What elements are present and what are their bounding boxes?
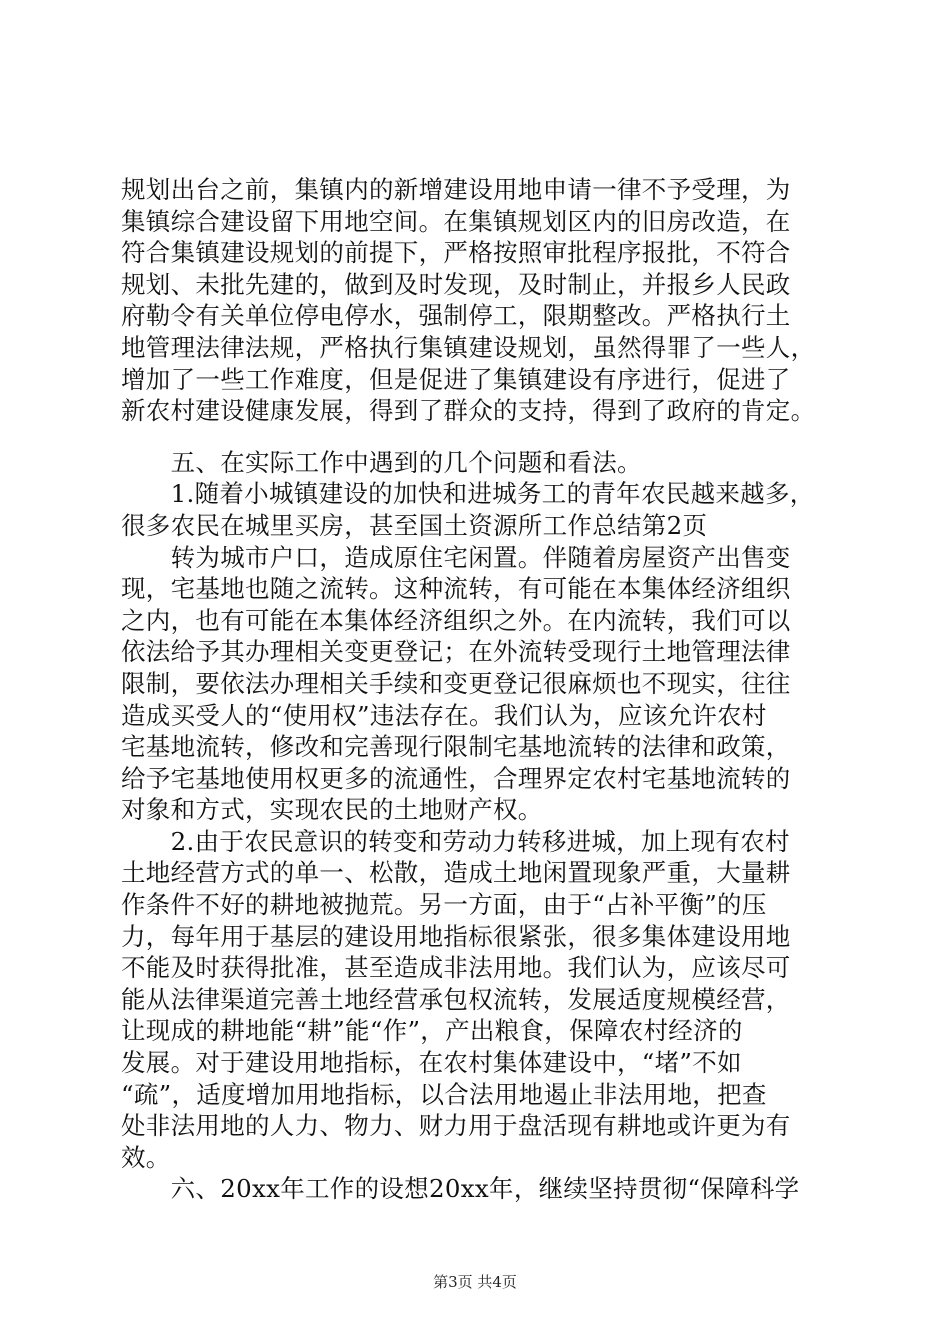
text-line: 规划出台之前，集镇内的新增建设用地申请一律不予受理，为 [121,175,791,204]
text-line: 对象和方式，实现农民的土地财产权。 [121,795,543,825]
text-line: 限制，要依法办理相关手续和变更登记很麻烦也不现实，往往 [121,668,791,698]
text-line: 处非法用地的人力、物力、财力用于盘活现有耕地或许更为有 [121,1111,791,1141]
text-line: 能从法律渠道完善土地经营承包权流转，发展适度规模经营， [121,984,791,1014]
text-line: “疏”，适度增加用地指标，以合法用地遏止非法用地，把查 [121,1079,767,1109]
text-line: 现，宅基地也随之流转。这种流转，有可能在本集体经济组织 [121,574,791,604]
text-line: 2.由于农民意识的转变和劳动力转移进城，加上现有农村 [121,826,790,856]
text-line: 地管理法律法规，严格执行集镇建设规划，虽然得罪了一些人， [121,332,816,362]
body-text [121,174,841,1205]
section-heading: 六、20xx年工作的设想20xx年，继续坚持贯彻“保障科学 [121,1174,800,1204]
text-line: 作条件不好的耕地被抛荒。另一方面，由于“占补平衡”的压 [121,890,767,920]
text-line: 宅基地流转，修改和完善现行限制宅基地流转的法律和政策， [121,732,791,762]
text-line: 不能及时获得批准，甚至造成非法用地。我们认为，应该尽可 [121,953,791,983]
text-line: 给予宅基地使用权更多的流通性，合理界定农村宅基地流转的 [121,763,791,793]
text-line: 转为城市户口，造成原住宅闲置。伴随着房屋资产出售变 [121,542,791,572]
text-line: 符合集镇建设规划的前提下，严格按照审批程序报批，不符合 [121,238,791,268]
text-line: 1.随着小城镇建设的加快和进城务工的青年农民越来越多， [121,479,815,509]
text-line: 效。 [121,1142,171,1172]
section-heading: 五、在实际工作中遇到的几个问题和看法。 [121,447,642,477]
text-line: 集镇综合建设留下用地空间。在集镇规划区内的旧房改造，在 [121,206,791,236]
text-line: 发展。对于建设用地指标，在农村集体建设中，“堵”不如 [121,1048,742,1078]
text-line: 增加了一些工作难度，但是促进了集镇建设有序进行，促进了 [121,364,791,394]
page-number-footer: 第3页 共4页 [433,1273,517,1291]
text-line: 土地经营方式的单一、松散，造成土地闲置现象严重，大量耕 [121,858,791,888]
text-line: 依法给予其办理相关变更登记；在外流转受现行土地管理法律 [121,637,791,667]
text-line: 规划、未批先建的，做到及时发现，及时制止，并报乡人民政 [121,269,791,299]
text-line: 之内，也有可能在本集体经济组织之外。在内流转，我们可以 [121,605,791,635]
text-line: 让现成的耕地能“耕”能“作”，产出粮食，保障农村经济的 [121,1016,743,1046]
text-line: 力，每年用于基层的建设用地指标很紧张，很多集体建设用地 [121,921,791,951]
text-line: 府勒令有关单位停电停水，强制停工，限期整改。严格执行土 [121,301,791,331]
text-line: 新农村建设健康发展，得到了群众的支持，得到了政府的肯定。 [121,396,816,426]
text-line: 造成买受人的“使用权”违法存在。我们认为，应该允许农村 [121,700,767,730]
text-line: 很多农民在城里买房，甚至国土资源所工作总结第2页 [121,510,708,540]
